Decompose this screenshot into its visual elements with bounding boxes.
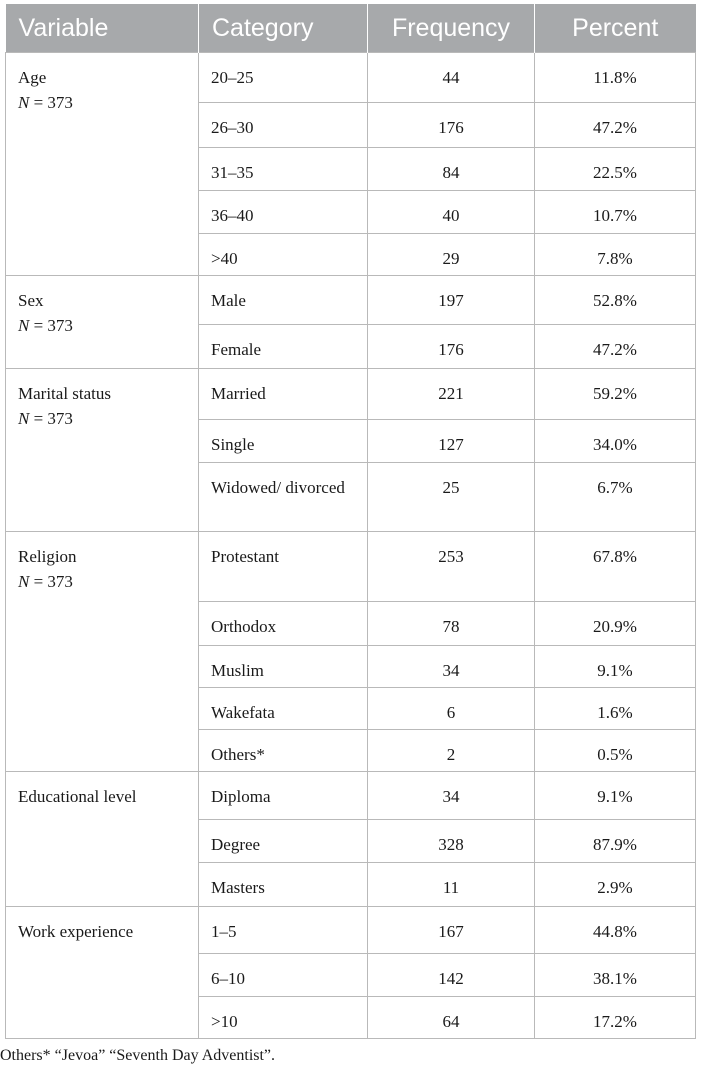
percent-cell: 11.8% [535, 53, 696, 103]
category-cell: 20–25 [199, 53, 368, 103]
table-row [6, 369, 696, 420]
frequency-cell: 176 [368, 325, 535, 369]
frequency-cell: 6 [368, 688, 535, 730]
frequency-cell: 64 [368, 997, 535, 1039]
percent-cell: 67.8% [535, 532, 696, 602]
category-cell: >40 [199, 234, 368, 276]
frequency-cell: 127 [368, 420, 535, 463]
variable-cell-age [6, 53, 199, 276]
percent-cell: 2.9% [535, 863, 696, 907]
header-variable: Variable [6, 4, 199, 53]
percent-cell: 7.8% [535, 234, 696, 276]
header-category: Category [199, 4, 368, 53]
frequency-cell: 40 [368, 191, 535, 234]
percent-cell: 17.2% [535, 997, 696, 1039]
frequency-cell: 25 [368, 463, 535, 532]
category-cell: Widowed/ divorced [199, 463, 368, 532]
variable-label: Age [18, 68, 47, 87]
table-header [6, 4, 696, 53]
category-cell: 1–5 [199, 907, 368, 954]
frequency-cell: 328 [368, 820, 535, 863]
category-cell: Degree [199, 820, 368, 863]
percent-cell: 38.1% [535, 954, 696, 997]
table-row [6, 53, 696, 103]
category-cell: Diploma [199, 772, 368, 820]
variable-label: Work experience [18, 922, 134, 941]
category-cell: Female [199, 325, 368, 369]
category-cell: 26–30 [199, 103, 368, 148]
frequency-cell: 44 [368, 53, 535, 103]
table-footnote: Others* “Jevoa” “Seventh Day Adventist”. [0, 1047, 276, 1064]
sample-size: N = 373 [18, 93, 73, 112]
percent-cell: 47.2% [535, 325, 696, 369]
header-frequency: Frequency [368, 4, 535, 53]
percent-cell: 10.7% [535, 191, 696, 234]
percent-cell: 34.0% [535, 420, 696, 463]
variable-cell-marital-status [6, 369, 199, 532]
category-cell: 36–40 [199, 191, 368, 234]
percent-cell: 0.5% [535, 730, 696, 772]
frequency-cell: 253 [368, 532, 535, 602]
frequency-cell: 84 [368, 148, 535, 191]
frequency-cell: 29 [368, 234, 535, 276]
table-body [6, 53, 696, 1039]
variable-label: Religion [18, 547, 77, 566]
header-percent: Percent [535, 4, 696, 53]
frequency-cell: 221 [368, 369, 535, 420]
percent-cell: 87.9% [535, 820, 696, 863]
category-cell: Orthodox [199, 602, 368, 646]
percent-cell: 20.9% [535, 602, 696, 646]
table-row [6, 276, 696, 325]
category-cell: Protestant [199, 532, 368, 602]
sample-size: N = 373 [18, 409, 73, 428]
frequency-cell: 34 [368, 772, 535, 820]
category-cell: Single [199, 420, 368, 463]
variable-cell-sex [6, 276, 199, 369]
variable-cell-educational-level [6, 772, 199, 907]
percent-cell: 52.8% [535, 276, 696, 325]
percent-cell: 1.6% [535, 688, 696, 730]
variable-label: Educational level [18, 787, 137, 806]
frequency-cell: 197 [368, 276, 535, 325]
percent-cell: 44.8% [535, 907, 696, 954]
percent-cell: 47.2% [535, 103, 696, 148]
category-cell: >10 [199, 997, 368, 1039]
variable-label: Sex [18, 291, 44, 310]
variable-cell-religion [6, 532, 199, 772]
frequency-cell: 78 [368, 602, 535, 646]
category-cell: Wakefata [199, 688, 368, 730]
category-cell: 6–10 [199, 954, 368, 997]
variable-label: Marital status [18, 384, 112, 403]
frequency-cell: 34 [368, 646, 535, 688]
frequency-cell: 142 [368, 954, 535, 997]
percent-cell: 59.2% [535, 369, 696, 420]
sample-size: N = 373 [18, 316, 73, 335]
table-row [6, 907, 696, 954]
frequency-cell: 176 [368, 103, 535, 148]
header-row [6, 4, 696, 53]
table-row [6, 532, 696, 602]
category-cell: Male [199, 276, 368, 325]
demographics-table [5, 4, 696, 1039]
percent-cell: 9.1% [535, 772, 696, 820]
category-cell: Married [199, 369, 368, 420]
demographics-table-container [5, 4, 695, 1039]
sample-size: N = 373 [18, 572, 73, 591]
percent-cell: 22.5% [535, 148, 696, 191]
table-row [6, 772, 696, 820]
frequency-cell: 167 [368, 907, 535, 954]
category-cell: Others* [199, 730, 368, 772]
category-cell: 31–35 [199, 148, 368, 191]
category-cell: Masters [199, 863, 368, 907]
frequency-cell: 2 [368, 730, 535, 772]
variable-cell-work-experience [6, 907, 199, 1039]
category-cell: Muslim [199, 646, 368, 688]
percent-cell: 6.7% [535, 463, 696, 532]
percent-cell: 9.1% [535, 646, 696, 688]
frequency-cell: 11 [368, 863, 535, 907]
